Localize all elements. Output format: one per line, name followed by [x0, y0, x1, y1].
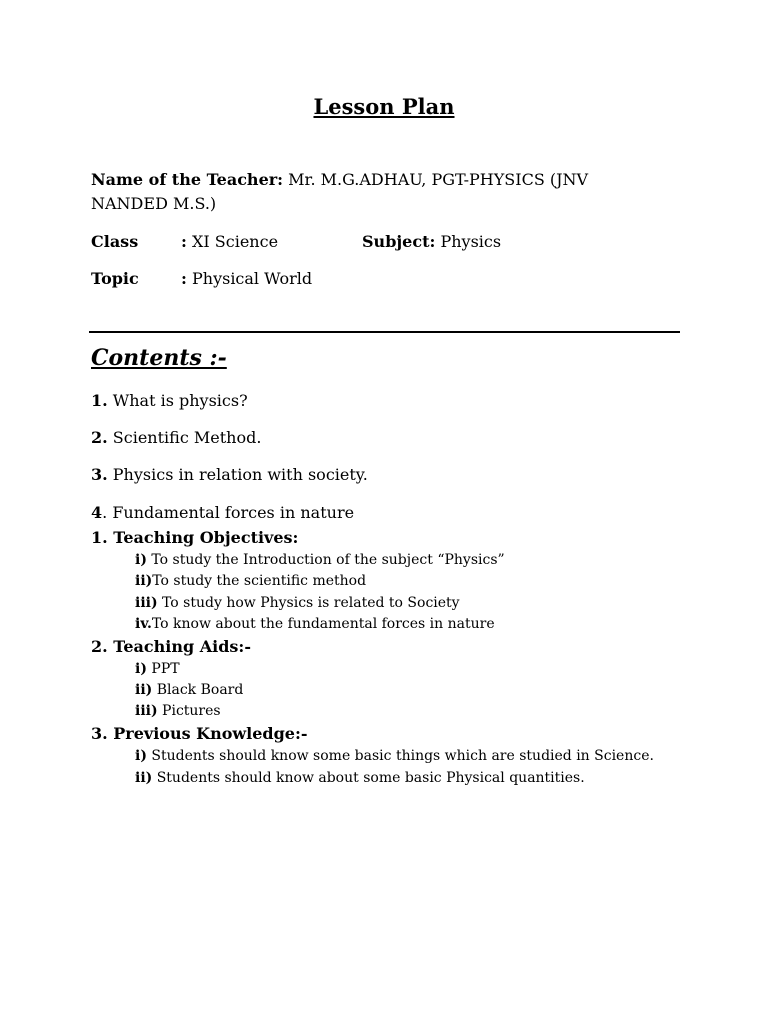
subject-label: Subject:	[362, 232, 436, 251]
teacher-line-1	[91, 170, 588, 189]
teacher-value-2: NANDED M.S.)	[91, 194, 217, 213]
list-text: To study how Physics is related to Society	[157, 595, 460, 611]
list-item	[135, 616, 495, 632]
teacher-label: Name of the Teacher:	[91, 170, 284, 189]
list-text: Students should know about some basic Physical quantities.	[152, 770, 585, 786]
subject-value: Physics	[435, 232, 502, 251]
contents-item-text: Physics in relation with society.	[107, 465, 368, 484]
subject-row	[362, 232, 501, 251]
contents-item-number: 3.	[91, 465, 108, 484]
list-text: Pictures	[157, 703, 221, 719]
list-marker: i)	[135, 552, 147, 568]
contents-item-number: 2.	[91, 428, 108, 447]
list-item	[135, 573, 366, 589]
list-marker: ii)	[135, 770, 153, 786]
list-item	[135, 770, 585, 786]
list-marker: i)	[135, 748, 147, 764]
contents-item	[91, 503, 354, 522]
contents-item-number: 1.	[91, 391, 108, 410]
topic-label: Topic	[91, 269, 139, 288]
class-row	[181, 232, 278, 251]
list-marker: i)	[135, 661, 147, 677]
section-heading-objectives: 1. Teaching Objectives:	[91, 528, 299, 547]
list-item	[135, 703, 221, 719]
topic-colon: :	[181, 269, 187, 288]
topic-value: Physical World	[186, 269, 313, 288]
section-heading-knowledge: 3. Previous Knowledge:-	[91, 724, 308, 743]
list-text: PPT	[146, 661, 180, 677]
horizontal-rule	[89, 331, 680, 333]
contents-item	[91, 391, 248, 410]
class-colon: :	[181, 232, 187, 251]
list-text: Students should know some basic things which are studied in Science.	[146, 748, 654, 764]
class-value: XI Science	[186, 232, 279, 251]
teacher-value-1: Mr. M.G.ADHAU, PGT-PHYSICS (JNV	[283, 170, 589, 189]
list-marker: ii)	[135, 682, 153, 698]
list-marker: iii)	[135, 595, 158, 611]
list-item	[135, 595, 460, 611]
list-item	[135, 552, 505, 568]
list-marker: ii)	[135, 573, 153, 589]
list-text: To study the Introduction of the subject “Physics”	[146, 552, 505, 568]
contents-item-text: What is physics?	[107, 391, 248, 410]
list-marker: iii)	[135, 703, 158, 719]
document-title: Lesson Plan	[313, 94, 455, 119]
list-marker: iv.	[135, 616, 152, 632]
contents-item-number: 4	[91, 503, 103, 522]
list-item	[135, 682, 243, 698]
list-text: To study the scientific method	[152, 573, 367, 589]
list-item	[135, 748, 654, 764]
list-item	[135, 661, 180, 677]
contents-heading: Contents :-	[91, 345, 227, 371]
topic-row	[181, 269, 312, 288]
list-text: To know about the fundamental forces in nature	[151, 616, 495, 632]
contents-item	[91, 428, 261, 447]
class-label: Class	[91, 232, 139, 251]
list-text: Black Board	[152, 682, 244, 698]
contents-item	[91, 465, 368, 484]
contents-item-text: . Fundamental forces in nature	[102, 503, 355, 522]
contents-item-text: Scientific Method.	[107, 428, 262, 447]
section-heading-aids: 2. Teaching Aids:-	[91, 637, 251, 656]
